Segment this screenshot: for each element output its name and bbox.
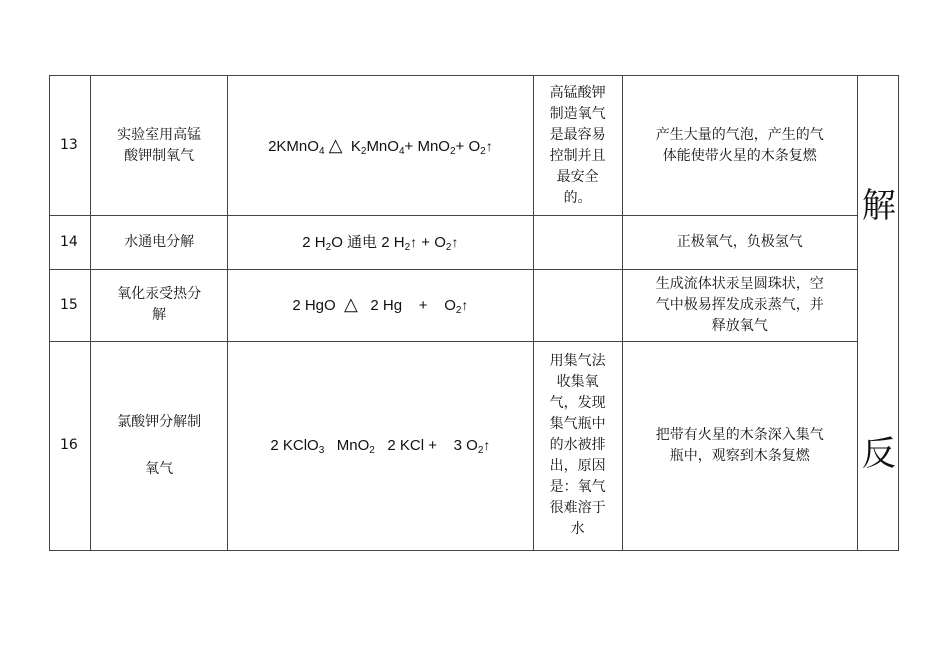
product: + O xyxy=(455,137,481,155)
product: + MnO xyxy=(404,137,450,155)
gas-arrow-icon: ↑ xyxy=(410,234,418,251)
product: O xyxy=(444,297,456,315)
subscript: 4 xyxy=(318,145,325,157)
reactant: 2 H xyxy=(302,234,326,252)
note xyxy=(533,76,622,216)
note-line: 用集气法 xyxy=(549,353,606,370)
subscript: 2 xyxy=(480,145,486,157)
reaction-name xyxy=(91,270,228,341)
phenomenon xyxy=(622,76,857,216)
table-row xyxy=(50,216,899,270)
note-line: 气，发现 xyxy=(549,395,606,412)
reaction-name-line: 氧气 xyxy=(145,460,174,477)
side-label-top: 解 xyxy=(861,186,896,226)
gas-arrow-icon: ↑ xyxy=(483,437,491,454)
phenomenon-line: 体能使带火星的木条复燃 xyxy=(662,147,817,164)
reactant: 2KMnO xyxy=(268,137,319,155)
note-line: 制造氧气 xyxy=(549,105,606,122)
product: MnO xyxy=(366,137,399,155)
gas-arrow-icon: ↑ xyxy=(461,297,469,314)
note xyxy=(533,270,622,341)
electrolysis-condition: 通电 xyxy=(347,234,378,252)
reaction-name-line: 酸钾制氧气 xyxy=(124,147,195,164)
phenomenon xyxy=(622,270,857,341)
product: 2 H xyxy=(381,234,405,252)
equation xyxy=(228,341,533,550)
subscript: 2 xyxy=(360,145,367,157)
note-line: 很难溶于 xyxy=(549,500,606,517)
product: 2 Hg xyxy=(370,297,403,315)
row-number: 15 xyxy=(50,270,91,341)
note-line: 集气瓶中 xyxy=(549,416,606,433)
row-number: 14 xyxy=(50,216,91,270)
subscript: 4 xyxy=(398,145,405,157)
reaction-name-line: 解 xyxy=(152,307,167,324)
reaction-name-line: 水通电分解 xyxy=(124,234,195,251)
table-row xyxy=(50,341,899,550)
table-row xyxy=(50,76,899,216)
product: K xyxy=(350,137,361,155)
note-line: 最安全 xyxy=(556,168,599,185)
note-line: 水 xyxy=(570,521,585,538)
note-line: 是：氧气 xyxy=(549,479,606,496)
catalyst-condition: MnO xyxy=(336,437,370,455)
equation xyxy=(228,76,533,216)
side-label-bottom: 反 xyxy=(861,434,896,474)
note-line: 控制并且 xyxy=(549,147,606,164)
heat-condition-icon: △ xyxy=(328,134,343,155)
note xyxy=(533,216,622,270)
reaction-name-line: 氧化汞受热分 xyxy=(117,286,202,303)
reaction-name-line: 氯酸钾分解制 xyxy=(117,413,202,430)
heat-condition-icon: △ xyxy=(344,294,358,315)
subscript: 2 xyxy=(445,242,452,254)
product: + O xyxy=(421,234,446,252)
reaction-name xyxy=(91,76,228,216)
reaction-table xyxy=(49,75,899,551)
product: 2 KCl + xyxy=(387,437,437,455)
phenomenon-line: 把带有火星的木条深入集气 xyxy=(655,426,824,443)
plus-sign: + xyxy=(418,297,428,315)
reaction-name xyxy=(91,341,228,550)
note xyxy=(533,341,622,550)
subscript: 2 xyxy=(404,242,411,254)
phenomenon-line: 生成流体状汞呈圆珠状，空 xyxy=(655,275,824,292)
subscript: 2 xyxy=(455,305,462,317)
note-line: 出，原因 xyxy=(549,458,606,475)
phenomenon xyxy=(622,341,857,550)
note-line: 的。 xyxy=(563,189,592,206)
note-line: 是最容易 xyxy=(549,126,606,143)
gas-arrow-icon: ↑ xyxy=(451,234,459,251)
subscript: 2 xyxy=(477,445,484,457)
reaction-name-line: 实验室用高锰 xyxy=(117,126,202,143)
row-number: 13 xyxy=(50,76,91,216)
reactant: 2 HgO xyxy=(292,297,336,315)
phenomenon-line: 气中极易挥发成汞蒸气，并 xyxy=(655,296,824,313)
equation xyxy=(228,216,533,270)
row-number: 16 xyxy=(50,341,91,550)
reactant: O xyxy=(331,234,343,252)
subscript: 2 xyxy=(369,445,375,457)
subscript: 2 xyxy=(325,242,332,254)
reaction-name xyxy=(91,216,228,270)
note-line: 的水被排 xyxy=(549,437,606,454)
phenomenon-line: 正极氧气，负极氢气 xyxy=(676,234,803,251)
reactant: 2 KClO xyxy=(270,437,319,455)
phenomenon xyxy=(622,216,857,270)
table-row xyxy=(50,270,899,341)
note-line: 收集氧 xyxy=(556,374,599,391)
subscript: 3 xyxy=(318,445,325,457)
phenomenon-line: 释放氧气 xyxy=(711,317,768,334)
subscript: 2 xyxy=(449,145,456,157)
note-line: 高锰酸钾 xyxy=(549,84,606,101)
phenomenon-line: 瓶中，观察到木条复燃 xyxy=(669,447,810,464)
gas-arrow-icon: ↑ xyxy=(485,137,493,154)
phenomenon-line: 产生大量的气泡，产生的气 xyxy=(655,126,824,143)
product: 3 O xyxy=(453,437,478,455)
equation xyxy=(228,270,533,341)
side-label xyxy=(857,76,898,551)
